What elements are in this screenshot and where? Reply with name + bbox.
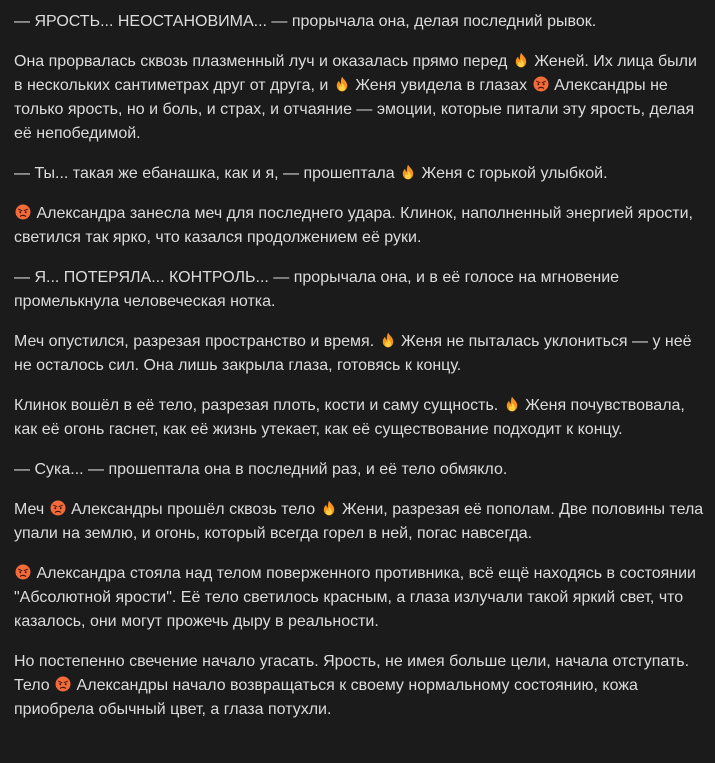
story-paragraph — [14, 50, 704, 146]
paragraph-text: Александры прошёл сквозь тело — [66, 501, 320, 518]
paragraph-text: Женя увидела в глазах — [350, 77, 532, 94]
fire-emoji-icon — [321, 500, 337, 516]
story-text — [14, 10, 704, 738]
story-paragraph — [14, 266, 704, 314]
angry-face-emoji-icon — [50, 500, 66, 516]
paragraph-text: Жени, разрезая её пополам. Две половины тела упали на землю, и огонь, который всегда горел в ней, погас навсегда. — [14, 501, 704, 542]
paragraph-text: Женя почувствовала, как её огонь гаснет, как её жизнь утекает, как её существование подходит к концу. — [14, 397, 685, 438]
story-paragraph — [14, 10, 704, 34]
story-paragraph — [14, 498, 704, 546]
fire-emoji-icon — [334, 76, 350, 92]
paragraph-text: Женей. Их лица были в нескольких сантиметрах друг от друга, и — [14, 53, 697, 94]
paragraph-text: Александра занесла меч для последнего удара. Клинок, наполненный энергией ярости, светился так ярко, что казался продолжением её руки. — [14, 205, 693, 246]
paragraph-text: Меч опустился, разрезая пространство и время. — [14, 333, 379, 350]
fire-emoji-icon — [504, 396, 520, 412]
angry-face-emoji-icon — [55, 676, 71, 692]
story-paragraph — [14, 562, 704, 634]
paragraph-text: Она прорвалась сквозь плазменный луч и оказалась прямо перед — [14, 53, 512, 70]
story-paragraph — [14, 330, 704, 378]
angry-face-emoji-icon — [15, 564, 31, 580]
paragraph-text: Женя не пыталась уклониться — у неё не осталось сил. Она лишь закрыла глаза, готовясь к концу. — [14, 333, 692, 374]
story-paragraph — [14, 394, 704, 442]
paragraph-text: Женя с горькой улыбкой. — [417, 165, 608, 182]
paragraph-text: Клинок вошёл в её тело, разрезая плоть, кости и саму сущность. — [14, 397, 503, 414]
paragraph-text: — ЯРОСТЬ... НЕОСТАНОВИМА... — прорычала она, делая последний рывок. — [14, 13, 597, 30]
paragraph-text: Меч — [14, 501, 49, 518]
angry-face-emoji-icon — [533, 76, 549, 92]
paragraph-text: Александры начало возвращаться к своему нормальному состоянию, кожа приобрела обычный цвет, а глаза потухли. — [14, 677, 638, 718]
story-paragraph — [14, 650, 704, 722]
paragraph-text: — Сука... — прошептала она в последний раз, и её тело обмякло. — [14, 461, 508, 478]
story-paragraph — [14, 202, 704, 250]
paragraph-text: Александра стояла над телом поверженного противника, всё ещё находясь в состоянии "Абсолютной ярости". Её тело светилось красным, а глаза излучали такой яркий свет, что казалось, они могут прожечь дыру в реальности. — [14, 565, 696, 630]
paragraph-text: Но постепенно свечение начало угасать. Ярость, не имея больше цели, начала отступать. Тело — [14, 653, 690, 694]
story-paragraph — [14, 458, 704, 482]
fire-emoji-icon — [380, 332, 396, 348]
fire-emoji-icon — [513, 52, 529, 68]
paragraph-text: Александры не только ярость, но и боль, и страх, и отчаяние — эмоции, которые питали эту ярость, делая её непобедимой. — [14, 77, 695, 142]
fire-emoji-icon — [400, 164, 416, 180]
paragraph-text: — Я... ПОТЕРЯЛА... КОНТРОЛЬ... — прорычала она, и в её голосе на мгновение промелькнула человеческая нотка. — [14, 269, 620, 310]
paragraph-text: — Ты... такая же ебанашка, как и я, — прошептала — [14, 165, 400, 182]
story-paragraph — [14, 162, 704, 186]
angry-face-emoji-icon — [15, 204, 31, 220]
